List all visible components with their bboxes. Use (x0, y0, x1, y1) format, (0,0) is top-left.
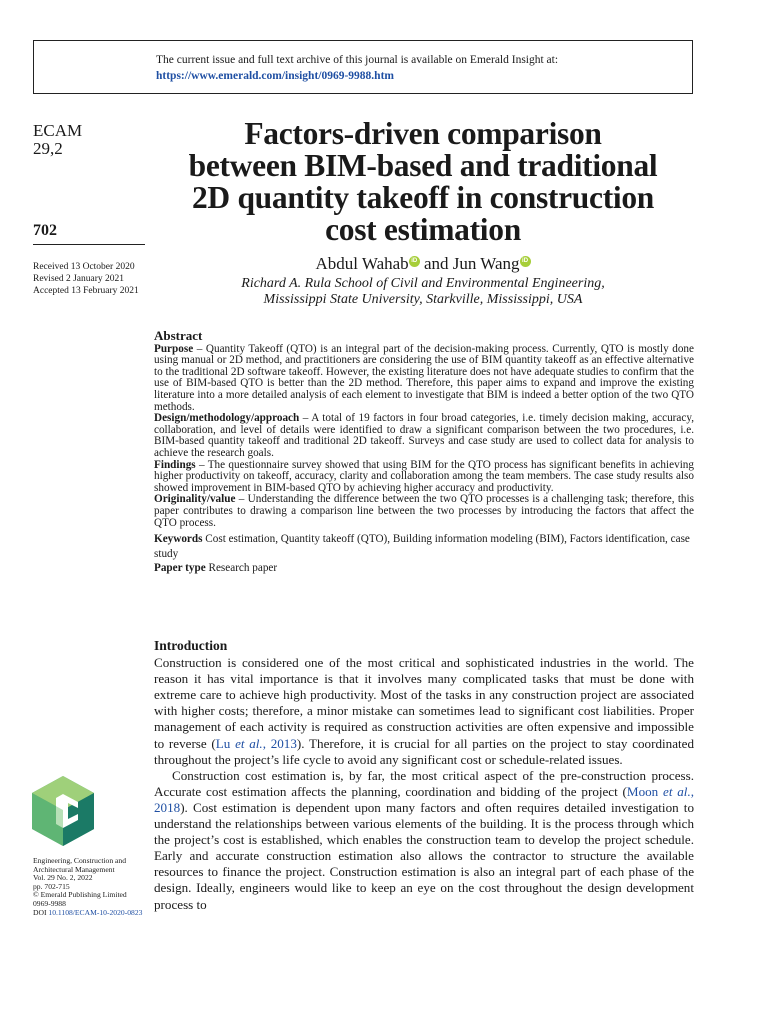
keywords: Keywords Cost estimation, Quantity takeoff (QTO), Building information modeling (BIM), Factors identification, case study (154, 533, 690, 561)
abstract-design: Design/methodology/approach – A total of 19 factors in four broad categories, i.e. timely decision making, accuracy, collaboration, and level of details were identified to draw a significant comparison between the two procedures, i.e. BIM-based quantity takeoff and traditional 2D takeoff. Surveys and case study are used to collect data for analysis to achieve the research goals. (154, 412, 694, 459)
abstract-section (154, 330, 694, 575)
author-name: Jun Wang (452, 254, 520, 273)
orcid-icon[interactable]: iD (409, 256, 420, 267)
author-name: Abdul Wahab (315, 254, 409, 273)
affiliation: Richard A. Rula School of Civil and Environmental Engineering, Mississippi State University, Starkville, Mississippi, USA (241, 276, 605, 307)
page-number: 702 (33, 222, 57, 239)
abstract-findings: Findings – The questionnaire survey showed that using BIM for the QTO process has significant benefits in achieving higher productivity on takeoff, accuracy, clarity and collaboration among the team members. The case study results also showed improvement in BIM-based QTO by achieving higher accuracy and productivity. (154, 458, 694, 494)
received-date: Received 13 October 2020 (33, 262, 135, 272)
introduction-heading: Introduction (154, 638, 228, 653)
article-title: Factors-driven comparison between BIM-based and traditional 2D quantity takeoff in construction cost estimation (188, 116, 658, 247)
journal-imprint: Engineering, Construction and Architectural Management Vol. 29 No. 2, 2022 pp. 702-715 © Emerald Publishing Limited 0969-9988 DOI 10.1108/ECAM-10-2020-0823 (33, 857, 151, 917)
article-dates (33, 261, 139, 297)
intro-paragraph: Construction is considered one of the most critical and sophisticated industries in the world. The reason it has vital importance is that it involves many complicated tasks that must be done with extreme care to achieve high productivity. Most of the tasks in any construction project are associated with higher costs; therefore, a minor mistake can sometimes lead to significant cost liabilities. Proper management of each activity is required as construction activities are often expensive and impossible to reverse (Lu et al., 2013). Therefore, it is crucial for all parties on the project to stay coordinated throughout the project’s life cycle to avoid any significant cost or schedule-related issues. (154, 655, 695, 767)
abstract-originality: Originality/value – Understanding the difference between the two QTO processes is a challenging task; therefore, this paper contributes to drawing a comparison line between the two processes by introducing the factors that affect the QTO process. (154, 493, 694, 529)
paper-type: Paper type Research paper (154, 562, 278, 575)
orcid-icon[interactable]: iD (520, 256, 531, 267)
author-line (152, 254, 694, 274)
doi-link[interactable]: 10.1108/ECAM-10-2020-0823 (48, 907, 143, 917)
citation-link[interactable]: Moon et al., 2018 (154, 783, 695, 815)
accepted-date: Accepted 13 February 2021 (33, 286, 139, 296)
abstract-purpose: Purpose – Quantity Takeoff (QTO) is an integral part of the decision-making process. Currently, QTO is mostly done using manual or 2D method, and practitioners are considering the use of BIM quantity takeoff as an effective alternative to the traditional 2D software takeoff. However, the existing literature does not have adequate studies to confirm that the use of BIM-based QTO is better than the 2D method. Therefore, this paper aims to expand and improve the existing literature into a more detailed analysis of each element to investigate that BIM is indeed a better option of the two QTO methods. (154, 342, 694, 413)
journal-code (33, 122, 82, 158)
journal-header-box (33, 40, 693, 94)
page-number-rule (33, 244, 145, 245)
journal-url-link[interactable]: https://www.emerald.com/insight/0969-9988.htm (156, 70, 394, 82)
journal-logo-icon (30, 774, 96, 848)
intro-paragraph: Construction cost estimation is, by far, the most critical aspect of the pre-construction process. Accurate cost estimation affects the planning, coordination and bidding of the project (Moon et al., 2018). Cost estimation is dependent upon many factors and often requires detailed investigation to understand the relationships between various elements of the building. It is the process through which the project’s cost is established, which enables the construction team to develop the project schedule. Early and accurate construction estimation also allows the contractor to structure the available resources to finance the project. Construction estimation is also an integral part of each phase of the design. Ideally, engineers would like to keep an eye on the cost throughout the design development process to (154, 767, 695, 912)
journal-abbrev: ECAM (33, 121, 83, 140)
abstract-heading: Abstract (154, 328, 203, 343)
journal-volume: 29,2 (33, 139, 63, 158)
introduction-section (154, 638, 694, 913)
author-separator: and (419, 254, 453, 273)
citation-link[interactable]: Lu et al., 2013 (215, 735, 297, 751)
revised-date: Revised 2 January 2021 (33, 274, 125, 284)
header-notice: The current issue and full text archive of this journal is available on Emerald Insight at: (156, 54, 559, 66)
doi-line: DOI 10.1108/ECAM-10-2020-0823 (33, 907, 143, 917)
